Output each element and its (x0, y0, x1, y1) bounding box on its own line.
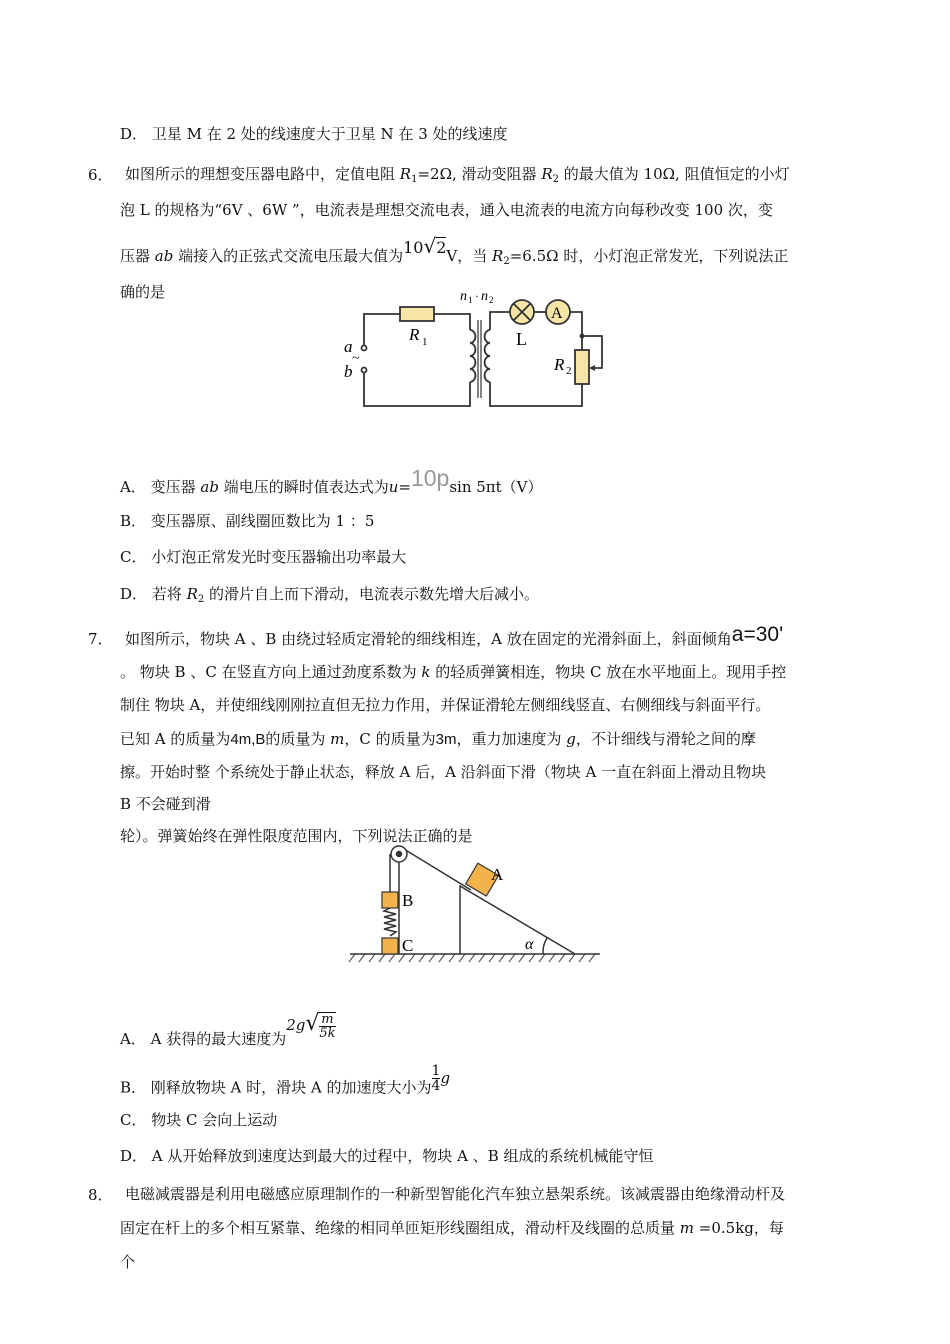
label-ammeter: A (551, 305, 563, 322)
sqrt-velocity-formula: 2g√ $\frac{m}{5k}$ (286, 1011, 336, 1041)
label-r1-sub: 1 (422, 336, 428, 348)
q7-line4: 已知 A 的质量为4m,B的质量为 m，C 的质量为3m，重力加速度为 g，不计细线与滑轮之间的摩 (120, 730, 756, 748)
label-n2: n (481, 290, 488, 304)
q7-line1: 如图所示，物块 A 、B 由绕过轻质定滑轮的细线相连，A 放在固定的光滑斜面上，斜面倾角a=30' (125, 623, 784, 648)
label-r2-sub: 2 (566, 365, 572, 377)
label-r2: R (554, 355, 565, 374)
q7-option-a: A． A 获得的最大速度为2g√ $\frac{m}{5k}$ (120, 1011, 336, 1048)
label-n2-sub: 2 (489, 295, 494, 305)
label-alpha: α (525, 936, 534, 953)
label-block-b: B (402, 891, 414, 910)
q5-option-d: D． 卫星 M 在 2 处的线速度大于卫星 N 在 3 处的线速度 (120, 125, 508, 143)
label-n1: n (460, 290, 467, 304)
label-tilde: ~ (352, 351, 360, 366)
label-dot: · (475, 290, 479, 303)
label-lamp: L (516, 329, 527, 349)
q7-line5: 擦。开始时整 个系统处于静止状态，释放 A 后，A 沿斜面下滑（物块 A 一直在斜面上滑动且物块 (120, 763, 767, 781)
sqrt-formula: 10√2 (403, 234, 447, 258)
label-n1-sub: 1 (468, 295, 473, 305)
label-block-c: C (402, 936, 414, 955)
q6-line1: 如图所示的理想变压器电路中，定值电阻 $R_1=2\Omega$, 滑动变阻器 $R_2$ 的最大值为 10Ω, 阻值恒定的小灯 (125, 165, 790, 185)
q8-line3: 个 (120, 1253, 136, 1271)
q6-line4: 确的是 (120, 283, 166, 301)
q6-number: 6． (88, 166, 113, 184)
q6-option-a: A． 变压器 ab 端电压的瞬时值表达式为u=10psin 5πt（V） (120, 465, 543, 496)
label-r1: R (409, 325, 420, 344)
q8-line2: 固定在杆上的多个相互紧靠、绝缘的相同单匝矩形线圈组成，滑动杆及线圈的总质量 m =0.5kg，每 (120, 1219, 784, 1237)
label-a: a (344, 337, 353, 356)
q7-option-c: C． 物块 C 会向上运动 (120, 1111, 278, 1129)
q8-line1: 电磁减震器是利用电磁感应原理制作的一种新型智能化汽车独立悬架系统。该减震器由绝缘滑动杆及 (125, 1185, 786, 1203)
q7-option-b: B． 刚释放物块 A 时，滑块 A 的加速度大小为 $\frac{1}{4}$ g (120, 1063, 451, 1097)
label-b: b (344, 362, 353, 381)
q6-option-c: C． 小灯泡正常发光时变压器输出功率最大 (120, 548, 407, 566)
label-block-a: A (491, 865, 504, 884)
q6-line3: 压器 ab 端接入的正弦式交流电压最大值为10√2V，当 $R_2=6.5\Omega$ 时，小灯泡正常发光，下列说法正 (120, 234, 789, 267)
q6-option-b: B． 变压器原、副线圈匝数比为 1 ：5 (120, 512, 375, 530)
q7-line7: 轮）。弹簧始终在弹性限度范围内，下列说法正确的是 (120, 827, 473, 845)
q6-option-d: D． 若将 $R_2$ 的滑片自上而下滑动，电流表示数先增大后减小。 (120, 585, 540, 605)
transformer-circuit-diagram (330, 290, 610, 420)
q7-line2: 。 物块 B 、C 在竖直方向上通过劲度系数为 k 的轻质弹簧相连，物块 C 放在水平地面上。现用手控 (120, 663, 787, 681)
q7-number: 7． (88, 630, 113, 648)
q8-number: 8． (88, 1186, 113, 1204)
q7-option-d: D． A 从开始释放到速度达到最大的过程中，物块 A 、B 组成的系统机械能守恒 (120, 1147, 654, 1165)
fraction-quarter: $\frac{1}{4}$ (431, 1063, 441, 1094)
q6-line2: 泡 L 的规格为“6V 、6W ”，电流表是理想交流电表，通入电流表的电流方向每秒改变 100 次，变 (120, 201, 773, 219)
q7-line6: B 不会碰到滑 (120, 795, 211, 813)
incline-pulley-diagram (345, 838, 605, 968)
q7-line3: 制住 物块 A，并使细线刚刚拉直但无拉力作用，并保证滑轮左侧细线竖直、右侧细线与斜面平行。 (120, 696, 771, 714)
